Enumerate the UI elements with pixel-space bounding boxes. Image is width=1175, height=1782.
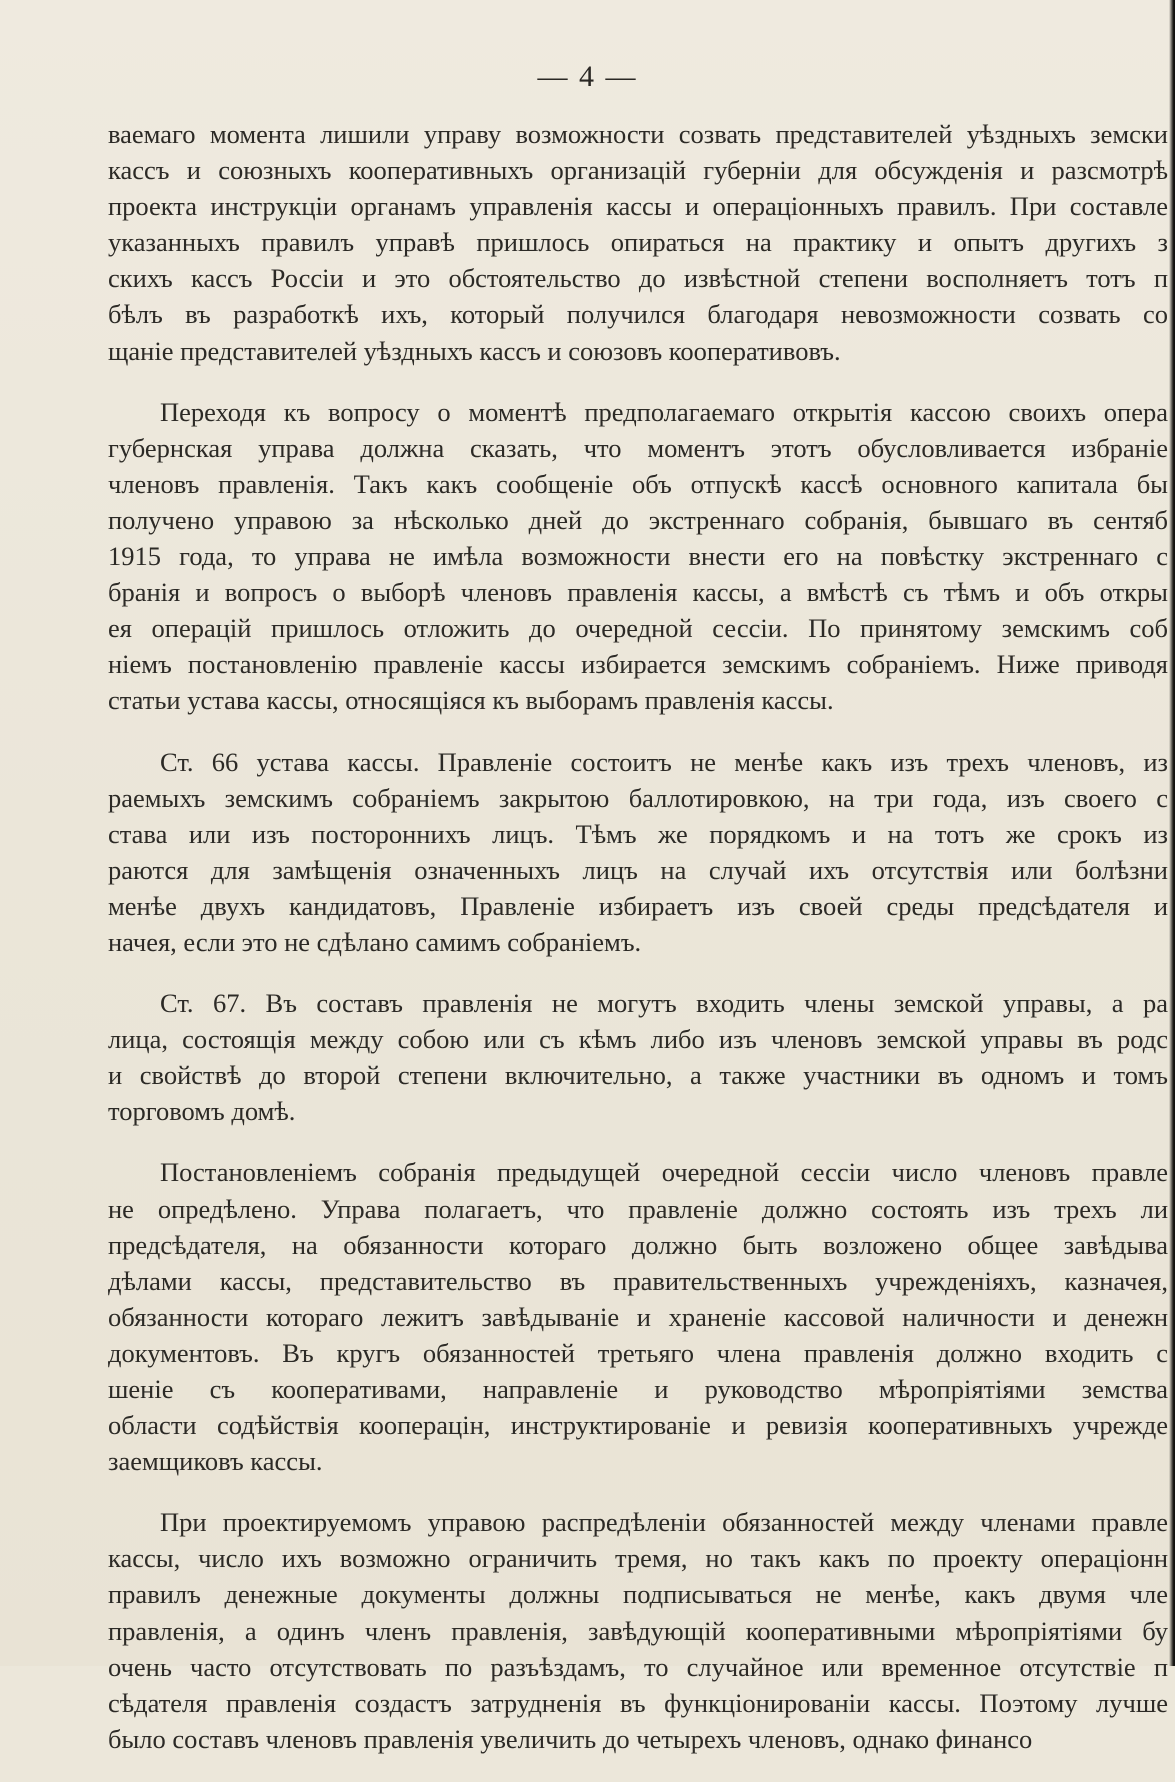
page-number: — 4 — <box>537 60 638 93</box>
text-line: области содѣйствія кооперацін, инструктированіе и ревизія кооперативныхъ учрежде <box>108 1410 1168 1441</box>
text-line: статьи устава кассы, относящіяся къ выборамъ правленія кассы. <box>108 685 834 716</box>
text-line: шеніе съ кооперативами, направленіе и руководство мѣропріятіями земства <box>108 1374 1168 1404</box>
text-line: указанныхъ правилъ управѣ пришлось опираться на практику и опытъ другихъ з <box>108 227 1168 258</box>
text-line: предсѣдателя, на обязанности котораго должно быть возложено общее завѣдыва <box>108 1229 1168 1260</box>
text-line: дѣлами кассы, представительство въ правительственныхъ учрежденіяхъ, казначея, <box>108 1265 1168 1296</box>
text-line: ваемаго момента лишили управу возможности созвать представителей уѣздныхъ земски <box>108 119 1168 149</box>
text-line: става или изъ постороннихъ лицъ. Тѣмъ же порядкомъ и на тотъ же срокъ из <box>108 818 1168 849</box>
text-line: сѣдателя правленія создастъ затрудненія въ функціонированіи кассы. Поэтому лучше <box>108 1687 1168 1718</box>
text-line: и свойствѣ до второй степени включительно, а также участники въ одномъ и томъ <box>108 1060 1168 1091</box>
text-line: 1915 года, то управа не имѣла возможности внести его на повѣстку экстреннаго с <box>108 541 1168 572</box>
text-line: правленія, а одинъ членъ правленія, завѣдующій кооперативными мѣропріятіями бу <box>108 1615 1168 1646</box>
text-line: очень часто отсутствовать по разъѣздамъ, то случайное или временное отсутствіе п <box>108 1651 1168 1682</box>
text-line: не опредѣлено. Управа полагаетъ, что правленіе должно состоять изъ трехъ ли <box>108 1193 1168 1224</box>
text-line: губернская управа должна сказать, что моментъ этотъ обусловливается избраніе <box>108 432 1168 463</box>
paragraph <box>108 116 1168 369</box>
text-line: щаніе представителей уѣздныхъ кассъ и союзовъ кооперативовъ. <box>108 335 841 366</box>
text-line: получено управою за нѣсколько дней до экстреннаго собранія, бывшаго въ сентяб <box>108 504 1168 535</box>
text-line: торговомъ домѣ. <box>108 1096 296 1127</box>
text-line: кассъ и союзныхъ кооперативныхъ организацій губерніи для обсужденія и разсмотрѣ <box>108 155 1168 186</box>
text-line: кассы, число ихъ возможно ограничить тремя, но такъ какъ по проекту операціонн <box>108 1543 1168 1574</box>
text-line: правилъ денежные документы должны подписываться не менѣе, какъ двумя чле <box>108 1579 1168 1610</box>
text-line: При проектируемомъ управою распредѣленіи обязанностей между членами правле <box>160 1507 1168 1538</box>
text-line: раются для замѣщенія означенныхъ лицъ на случай ихъ отсутствія или болѣзни <box>108 854 1168 885</box>
text-line: Ст. 66 устава кассы. Правленіе состоитъ не менѣе какъ изъ трехъ членовъ, из <box>160 746 1168 777</box>
text-line: бѣлъ въ разработкѣ ихъ, который получился благодаря невозможности созвать со <box>108 299 1168 330</box>
text-line: членовъ правленія. Такъ какъ сообщеніе объ отпускѣ кассѣ основного капитала бы <box>108 468 1168 499</box>
paragraph <box>108 985 1168 1129</box>
page-edge-shadow <box>1169 0 1175 1666</box>
text-line: бранія и вопросъ о выборѣ членовъ правленія кассы, а вмѣстѣ съ тѣмъ и объ откры <box>108 577 1168 608</box>
text-line: ея операцій пришлось отложить до очередной сессіи. По принятому земскимъ соб <box>108 613 1168 644</box>
paragraph <box>108 1154 1168 1479</box>
text-line: менѣе двухъ кандидатовъ, Правленіе избираетъ изъ своей среды предсѣдателя и <box>108 890 1168 921</box>
text-line: проекта инструкціи органамъ управленія кассы и операціонныхъ правилъ. При составле <box>108 191 1168 222</box>
text-line: лица, состоящія между собою или съ кѣмъ либо изъ членовъ земской управы въ родс <box>108 1024 1168 1055</box>
text-line: начея, если это не сдѣлано самимъ собраніемъ. <box>108 926 642 957</box>
text-line: раемыхъ земскимъ собраніемъ закрытою баллотировкою, на три года, изъ своего с <box>108 782 1168 813</box>
body-text <box>108 116 1168 1782</box>
text-line: было составъ членовъ правленія увеличить до четырехъ членовъ, однако финансо <box>108 1723 1033 1754</box>
text-line: Постановленіемъ собранія предыдущей очередной сессіи число членовъ правле <box>160 1157 1168 1188</box>
paragraph <box>108 1504 1168 1757</box>
paragraph <box>108 394 1168 719</box>
text-line: ніемъ постановленію правленіе кассы избирается земскимъ собраніемъ. Ниже приводя <box>108 649 1168 680</box>
text-line: обязанности котораго лежитъ завѣдываніе и храненіе кассовой наличности и денежн <box>108 1301 1168 1332</box>
text-line: скихъ кассъ Россіи и это обстоятельство до извѣстной степени восполняетъ тотъ п <box>108 263 1168 294</box>
paragraph <box>108 744 1168 961</box>
text-line: Переходя къ вопросу о моментѣ предполагаемаго открытія кассою своихъ опера <box>160 396 1168 427</box>
text-line: заемщиковъ кассы. <box>108 1446 323 1477</box>
text-line: документовъ. Въ кругъ обязанностей третьяго члена правленія должно входить с <box>108 1337 1168 1368</box>
text-line: Ст. 67. Въ составъ правленія не могутъ входить члены земской управы, а ра <box>160 988 1168 1019</box>
